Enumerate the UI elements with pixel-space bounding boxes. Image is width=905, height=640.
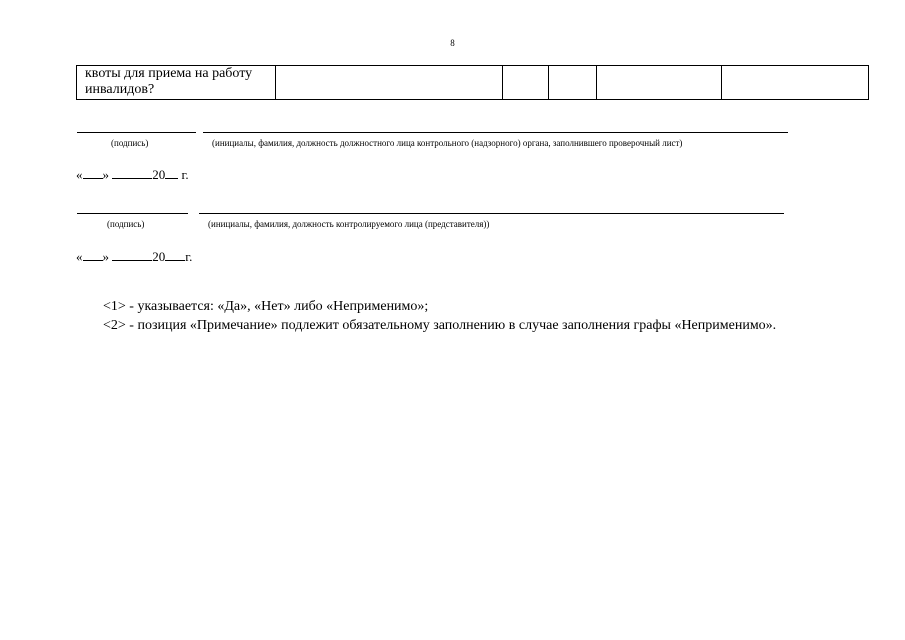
date-close-quote: » [102,249,109,264]
checklist-table-tail [76,65,869,100]
date-close-quote: » [102,167,109,182]
month-blank [112,248,152,261]
table-row [77,66,869,100]
yes-cell [503,66,549,100]
inspected-caption: (инициалы, фамилия, должность контролируемого лица (представителя)) [208,219,490,229]
inspected-name-line [199,213,784,214]
question-cell: квоты для приема на работу инвалидов? [77,66,276,100]
day-blank [83,166,103,179]
signature-caption: (подпись) [111,138,149,148]
signature-line [77,132,196,133]
page-number: 8 [450,38,455,48]
signature-caption: (подпись) [107,219,145,229]
year-blank [165,166,178,179]
year-blank [165,248,185,261]
inspector-caption: (инициалы, фамилия, должность должностного лица контрольного (надзорного) органа, заполнившего проверочный лист) [212,138,683,148]
date-year: 20 [152,249,166,264]
inspected-date [76,248,192,265]
inspector-date [76,166,189,183]
answer-cell [276,66,503,100]
footnote-2: <2> - позиция «Примечание» подлежит обязательному заполнению в случае заполнения графы «Неприменимо». [103,318,777,333]
date-open-quote: « [76,249,83,264]
inspector-name-line [203,132,788,133]
no-cell [549,66,597,100]
footnote-1: <1> - указывается: «Да», «Нет» либо «Неприменимо»; [103,299,429,314]
date-year: 20 [152,167,166,182]
note-cell [722,66,869,100]
signature-line [77,213,188,214]
date-open-quote: « [76,167,83,182]
month-blank [112,166,152,179]
not-applicable-cell [597,66,722,100]
year-suffix: г. [181,167,189,182]
day-blank [83,248,103,261]
year-suffix: г. [185,249,193,264]
